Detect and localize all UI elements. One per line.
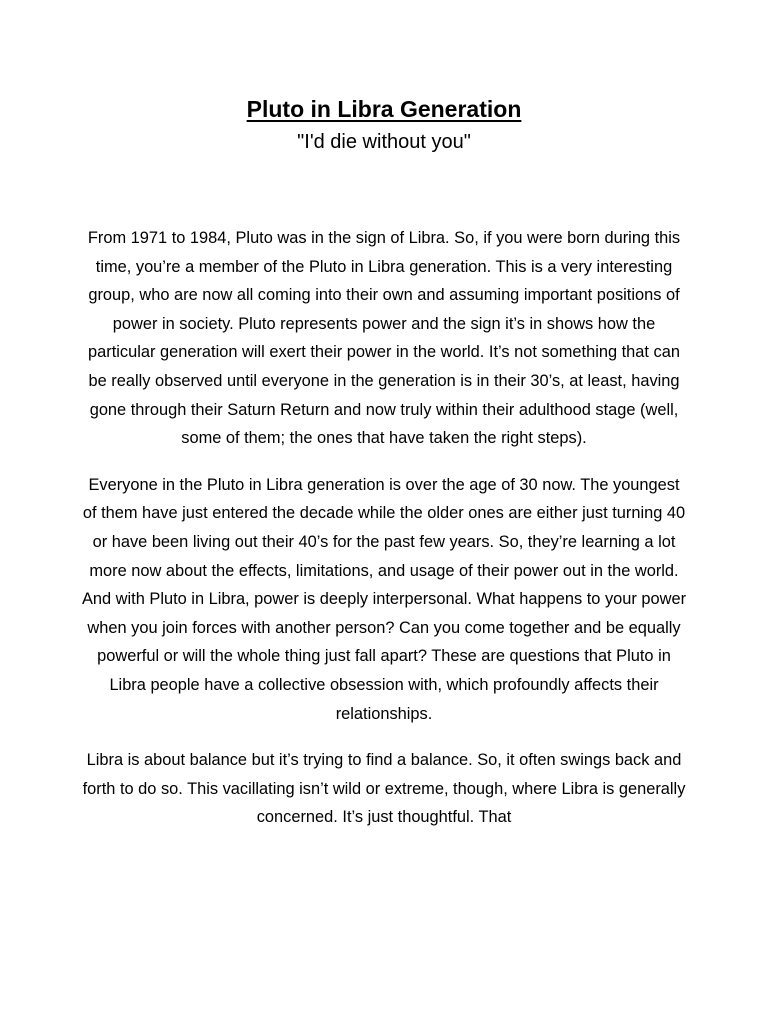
paragraph-3: Libra is about balance but it’s trying to find a balance. So, it often swings back and forth to do so. This vacillating isn’t wild or extreme, though, where Libra is generally concerned. It’s just thoughtful. That	[82, 751, 686, 827]
document-subtitle: "I'd die without you"	[297, 131, 471, 153]
document-title: Pluto in Libra Generation	[246, 96, 522, 122]
paragraph-1: From 1971 to 1984, Pluto was in the sign of Libra. So, if you were born during this time, you’re a member of the Pluto in Libra generation. This is a very interesting group, who are now all coming into their own and assuming important positions of power in society. Pluto represents power and the sign it’s in shows how the particular generation will exert their power in the world. It’s not something that can be really observed until everyone in the generation is in their 30’s, at least, having gone through their Saturn Return and now truly within their adulthood stage (well, some of them; the ones that have taken the right steps).	[87, 229, 681, 448]
paragraph-2: Everyone in the Pluto in Libra generation is over the age of 30 now. The youngest of them have just entered the decade while the older ones are either just turning 40 or have been living out their 40’s for the past few years. So, they’re learning a lot more now about the effects, limitations, and usage of their power out in the world. And with Pluto in Libra, power is deeply interpersonal. What happens to your power when you join forces with another person? Can you come together and be equally powerful or will the whole thing just fall apart? These are questions that Pluto in Libra people have a collective obsession with, which profoundly affects their relationships.	[81, 475, 687, 723]
document-body	[80, 224, 688, 832]
